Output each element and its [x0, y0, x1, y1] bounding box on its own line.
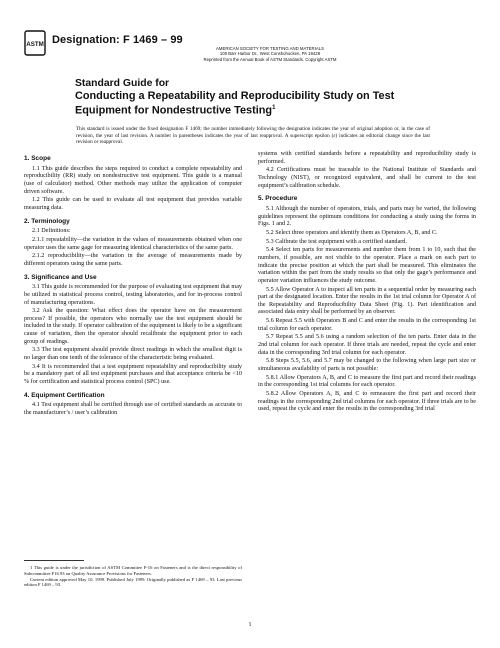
title-footnote-mark: 1: [272, 105, 276, 112]
footnotes: [24, 565, 242, 588]
paragraph: 5.4 Select ten parts for measurements and number them from 1 to 10, such that the numbers, if possible, are not visible to the operator. Place a mark on each part to indicate the precise position at which the part shall be measured. This eliminates the variation within the part from the study results so that only the gage’s performance and operator variation influences the study outcome.: [258, 247, 476, 284]
paragraph: 5.6 Repeat 5.5 with Operators B and C and enter the results in the corresponding 1st trial column for each operator.: [258, 318, 476, 332]
paragraph: 3.2 Ask the question: What effect does the operator have on the measurement process? If possible, the operators who normally use the test equipment should be included in the study. If operator calibration of the equipment is likely to be a significant cause of variation, then the operator should recalibrate the equipment prior to each group of readings.: [24, 308, 242, 345]
section-heading: 2. Terminology: [24, 217, 70, 225]
paragraph: 5.8 Steps 5.5, 5.6, and 5.7 may be changed to the following when large part size or simultaneous availability of parts is not possible:: [258, 358, 476, 373]
title-text: Conducting a Repeatability and Reproducibility Study on Test Equipment for Nondestructive Testing: [75, 90, 395, 118]
right-column: [258, 151, 476, 415]
paragraph: 2.1.2 reproducibility—the variation in the average of measurements made by different operators using the same parts.: [24, 253, 242, 267]
footnote: Current edition approved May 10, 1999. Published July 1999. Originally published as F 1469 – 93. Last previous edition F 1469 – 93.: [24, 576, 242, 588]
document-title: [75, 90, 435, 117]
paragraph: 5.2 Select three operators and identify them as Operators A, B, and C.: [266, 229, 438, 236]
paragraph: 5.7 Repeat 5.5 and 5.6 using a random selection of the ten parts. Enter data in the 2nd trial column for each operator. If three trials are needed, repeat the cycle and enter data in the corresponding 3rd trial column for each operator.: [258, 334, 476, 356]
standard-guide-label: Standard Guide for: [75, 78, 170, 89]
section-heading: 4. Equipment Certification: [24, 391, 105, 399]
issuance-note: This standard is issued under the fixed designation F 1469; the number immediately following the designation indicates the year of original adoption or, in the case of revision, the year of last revision. A number in parentheses indicates the year of last reapproval. A superscript epsilon (ε) indicates an editorial change since the last revision or reapproval.: [76, 126, 430, 146]
footnote-divider: [24, 560, 84, 561]
page-number: 1: [248, 622, 252, 628]
paragraph: systems with certified standards before a repeatability and reproducibility study is performed.: [258, 151, 476, 165]
section-heading: 5. Procedure: [258, 195, 298, 203]
paragraph: 1.1 This guide describes the steps required to conduct a complete repeatability and reproducibility (RR) study on nondestructive test equipment. This guide is a manual (use of calculator) method. Other methods may utilize the application of computer driven software.: [24, 165, 242, 195]
paragraph: 5.5 Allow Operator A to inspect all ten parts in a sequential order by measuring each part at the designated location. Enter the results in the 1st trial column for Operator A of the Repeatability and Reproducibility Data Sheet (Fig. 1). Part identification and associated data entry shall be performed by an observer.: [258, 286, 476, 316]
section-heading: 3. Significance and Use: [24, 273, 97, 281]
publisher-info: [150, 46, 390, 62]
publisher-line: Reprinted from the Annual Book of ASTM Standards. Copyright ASTM: [203, 56, 337, 62]
paragraph: 5.1 Although the number of operators, trials, and parts may be varied, the following guidelines represent the optimum conditions for conducting a study using the forms in Figs. 1 and 2.: [258, 205, 476, 228]
paragraph: 2.1 Definitions:: [32, 228, 71, 235]
svg-text:ASTM: ASTM: [26, 41, 44, 48]
paragraph: 3.1 This guide is recommended for the purpose of evaluating test equipment that may be utilized in statistical process control, testing laboratories, and for in-process control of manufacturing operations.: [24, 284, 242, 306]
footnote: 1 This guide is under the jurisdiction of ASTM Committee F-16 on Fasteners and is the direct responsibility of Subcommittee F16.93 on Quality Assurance Provisions for Fasteners.: [24, 565, 242, 576]
paragraph: 5.3 Calibrate the test equipment with a certified standard.: [266, 238, 407, 245]
paragraph: 4.2 Certifications must be traceable to the National Institute of Standards and Technology (NIST), or recognized equivalent, and shall be current to the test equipment’s calibration schedule.: [258, 167, 476, 189]
astm-logo: [24, 30, 46, 56]
paragraph: 5.8.1 Allow Operators A, B, and C to measure the first part and record their readings in the corresponding 1st trial columns for each operator.: [258, 374, 476, 389]
section-heading: 1. Scope: [24, 155, 51, 162]
paragraph: 3.4 It is recommended that a test equipment repeatability and reproducibility study be a mandatory part of all test equipment purchases and that acceptance criteria be <10 % for certification and statistical process control (SPC) use.: [24, 363, 242, 386]
paragraph: 4.1 Test equipment shall be certified through use of certified standards as accurate to the manufacturer’s / user’s calibration: [24, 402, 242, 417]
paragraph: 2.1.1 repeatability—the variation in the values of measurements obtained when one operator uses the same gage for measuring identical characteristics of the same parts.: [24, 236, 242, 251]
paragraph: 1.2 This guide can be used to evaluate all test equipment that provides variable measuring data.: [24, 197, 242, 211]
paragraph: 5.8.2 Allow Operators A, B, and C to remeasure the first part and record their readings in the corresponding 2nd trial columns for each operator. If three trials are to be used, repeat the cycle and enter the results in the corresponding 3rd trial: [258, 391, 476, 413]
publisher-line: AMERICAN SOCIETY FOR TESTING AND MATERIALS: [216, 46, 324, 51]
paragraph: 3.3 The test equipment should provide direct readings in which the smallest digit is no larger than one tenth of the tolerance of the characteristic being evaluated.: [24, 347, 242, 362]
designation: Designation: F 1469 – 99: [52, 34, 183, 46]
left-column: [24, 151, 242, 419]
publisher-line: 100 Barr Harbor Dr., West Conshohocken, PA 19428: [219, 51, 321, 57]
